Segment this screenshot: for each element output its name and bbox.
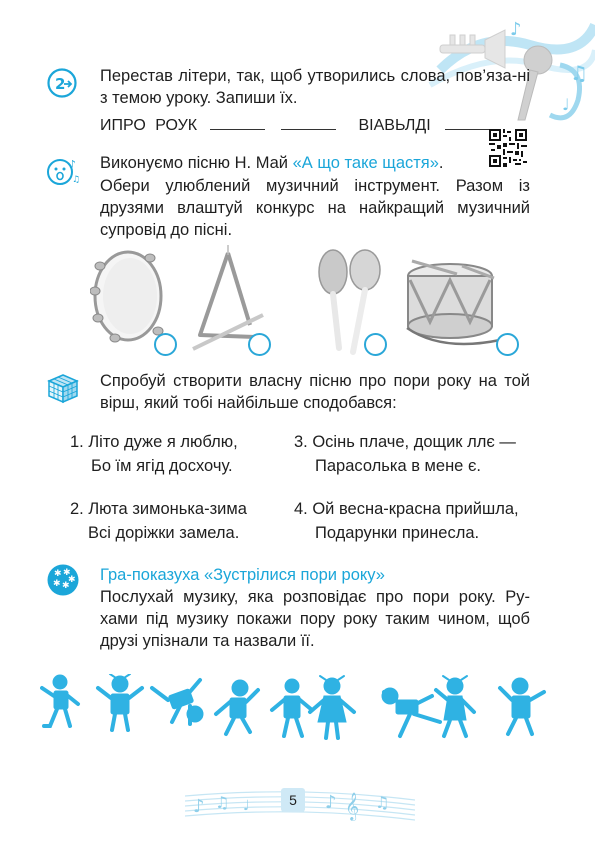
task2-intro-end: . (438, 154, 444, 172)
answer-blank-3[interactable] (445, 113, 505, 130)
poem-3-line-2: Парасолька в мене є. (315, 457, 481, 475)
poem-4-line-1: 4. Ой весна-красна прийшла, (294, 500, 519, 518)
task4-instruction: Послухай музику, яка розповідає про пори року. Ру-хами під музику покажи пору року таким чином, щоб друзі упізнали та назвали її. (100, 588, 530, 650)
task2-intro (100, 152, 480, 174)
anagram-word-3: ВІАВЬЛДІ (358, 117, 431, 134)
svg-text:✱: ✱ (62, 581, 70, 591)
poem-1-line-2: Бо їм ягід досхочу. (91, 457, 233, 475)
choice-maracas-radio[interactable] (364, 333, 387, 356)
poem-3-line-1: 3. Осінь плаче, дощик ллє — (294, 433, 516, 451)
poem-2 (70, 497, 280, 545)
poem-2-line-2: Всі доріжки замела. (88, 524, 240, 542)
svg-text:𝄞: 𝄞 (345, 792, 360, 820)
choice-triangle-radio[interactable] (248, 333, 271, 356)
cube-icon (46, 372, 80, 404)
poem-1 (70, 430, 280, 478)
poem-4 (294, 497, 534, 545)
svg-text:♪: ♪ (325, 792, 337, 813)
svg-text:♫: ♫ (215, 793, 230, 812)
task3-instruction: Спробуй створити власну пісню про пори року на той вірш, який тобі найбільше сподобався: (100, 372, 530, 412)
choice-drum-radio[interactable] (496, 333, 519, 356)
svg-text:✱: ✱ (63, 568, 71, 578)
poem-4-line-2: Подарунки принесла. (315, 524, 480, 542)
anagram-icon (47, 68, 77, 98)
svg-text:♫: ♫ (375, 793, 390, 812)
svg-text:♪: ♪ (69, 158, 77, 171)
answer-blank-1[interactable] (210, 113, 265, 130)
anagram-row (100, 113, 530, 136)
anagram-word-2: РОУК (155, 117, 198, 134)
choice-tambourine-radio[interactable] (154, 333, 177, 356)
singing-icon (45, 155, 81, 189)
svg-text:✱: ✱ (68, 575, 76, 585)
qr-code[interactable] (489, 129, 527, 167)
task1-instruction: Перестав літери, так, щоб утворились слова, пов’яза-ні з темою уроку. Запиши їх. (100, 67, 530, 107)
svg-text:♩: ♩ (243, 798, 250, 814)
tambourine-icon (90, 246, 170, 346)
poem-1-line-1: 1. Літо дуже я люблю, (70, 433, 238, 451)
svg-text:♪: ♪ (193, 796, 205, 817)
task2-intro-text: Виконуємо пісню Н. Май (100, 154, 293, 172)
task2-instruction: Обери улюблений музичний інструмент. Разом із друзями влаштуй конкурс на найкращий музичний супровід до пісні. (100, 177, 530, 239)
drum-icon (402, 256, 502, 354)
anagram-word-1: ИПРО (100, 117, 146, 134)
svg-text:♩: ♩ (562, 95, 570, 114)
song-title-link[interactable]: «А що таке щастя» (292, 154, 439, 172)
svg-text:2: 2 (55, 75, 66, 93)
svg-text:♪: ♪ (510, 19, 522, 40)
game-icon (46, 563, 80, 597)
task4-title: Гра-показуха «Зустрілися пори року» (100, 566, 385, 584)
svg-text:✱: ✱ (54, 569, 62, 579)
svg-text:✱: ✱ (53, 579, 61, 589)
svg-text:♫: ♫ (570, 61, 588, 85)
poem-2-line-1: 2. Люта зимонька-зима (70, 500, 247, 518)
page-number: 5 (281, 788, 305, 812)
poem-3 (294, 430, 534, 478)
dancing-children-illustration (40, 674, 570, 752)
svg-text:♫: ♫ (72, 175, 81, 185)
answer-blank-2[interactable] (281, 113, 336, 130)
